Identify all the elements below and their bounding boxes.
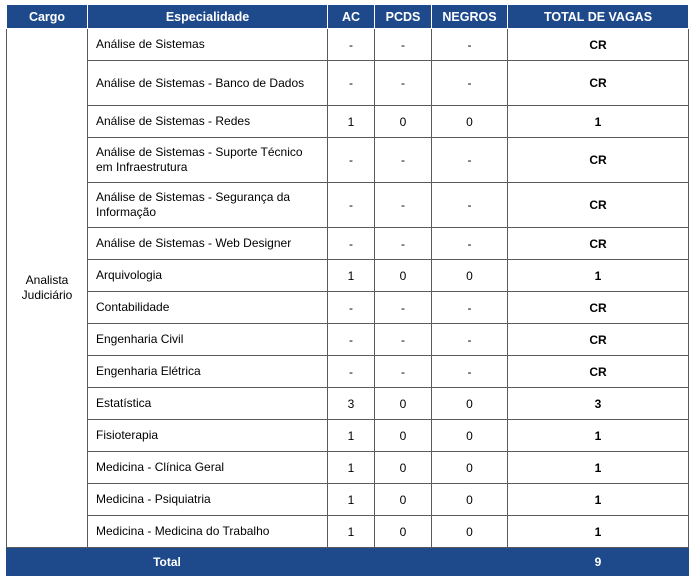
pcds-cell: -	[375, 29, 432, 61]
especialidade-cell: Contabilidade	[88, 292, 328, 324]
ac-cell: 3	[328, 388, 375, 420]
cargo-cell: Analista Judiciário	[7, 29, 88, 548]
negros-cell: -	[432, 356, 508, 388]
table-row	[7, 138, 689, 183]
ac-cell: 1	[328, 260, 375, 292]
header-total-vagas: TOTAL DE VAGAS	[508, 5, 689, 29]
ac-cell: -	[328, 61, 375, 106]
table-row	[7, 420, 689, 452]
negros-cell: -	[432, 324, 508, 356]
header-especialidade: Especialidade	[88, 5, 328, 29]
ac-cell: -	[328, 228, 375, 260]
especialidade-cell: Medicina - Clínica Geral	[88, 452, 328, 484]
especialidade-cell: Análise de Sistemas - Web Designer	[88, 228, 328, 260]
pcds-cell: 0	[375, 260, 432, 292]
negros-cell: 0	[432, 484, 508, 516]
pcds-cell: -	[375, 183, 432, 228]
ac-cell: 1	[328, 106, 375, 138]
ac-cell: 1	[328, 484, 375, 516]
negros-cell: 0	[432, 452, 508, 484]
total-cell: 1	[508, 484, 689, 516]
especialidade-cell: Fisioterapia	[88, 420, 328, 452]
negros-cell: -	[432, 138, 508, 183]
ac-cell: -	[328, 183, 375, 228]
total-cell: 1	[508, 106, 689, 138]
total-cell: 1	[508, 516, 689, 548]
especialidade-cell: Análise de Sistemas	[88, 29, 328, 61]
ac-cell: 1	[328, 516, 375, 548]
negros-cell: 0	[432, 106, 508, 138]
total-cell: CR	[508, 356, 689, 388]
pcds-cell: 0	[375, 516, 432, 548]
pcds-cell: -	[375, 292, 432, 324]
total-cell: 3	[508, 388, 689, 420]
footer-row	[7, 548, 689, 576]
especialidade-cell: Análise de Sistemas - Segurança da Informação	[88, 183, 328, 228]
negros-cell: -	[432, 29, 508, 61]
ac-cell: -	[328, 356, 375, 388]
header-pcds: PCDS	[375, 5, 432, 29]
header-cargo: Cargo	[7, 5, 88, 29]
especialidade-cell: Engenharia Elétrica	[88, 356, 328, 388]
table-row	[7, 388, 689, 420]
ac-cell: -	[328, 138, 375, 183]
total-cell: 1	[508, 420, 689, 452]
ac-cell: 1	[328, 420, 375, 452]
ac-cell: -	[328, 29, 375, 61]
ac-cell: -	[328, 324, 375, 356]
table-row	[7, 516, 689, 548]
pcds-cell: 0	[375, 484, 432, 516]
especialidade-cell: Análise de Sistemas - Redes	[88, 106, 328, 138]
total-cell: CR	[508, 183, 689, 228]
especialidade-cell: Engenharia Civil	[88, 324, 328, 356]
table-row	[7, 228, 689, 260]
ac-cell: -	[328, 292, 375, 324]
especialidade-cell: Medicina - Psiquiatria	[88, 484, 328, 516]
pcds-cell: 0	[375, 388, 432, 420]
table-row	[7, 292, 689, 324]
especialidade-cell: Análise de Sistemas - Suporte Técnico em Infraestrutura	[88, 138, 328, 183]
pcds-cell: -	[375, 324, 432, 356]
negros-cell: 0	[432, 388, 508, 420]
table-row	[7, 324, 689, 356]
table-row	[7, 183, 689, 228]
especialidade-cell: Medicina - Medicina do Trabalho	[88, 516, 328, 548]
total-cell: CR	[508, 228, 689, 260]
pcds-cell: 0	[375, 106, 432, 138]
pcds-cell: -	[375, 61, 432, 106]
header-row	[7, 5, 689, 29]
table-row	[7, 484, 689, 516]
negros-cell: -	[432, 228, 508, 260]
total-cell: CR	[508, 324, 689, 356]
especialidade-cell: Arquivologia	[88, 260, 328, 292]
total-cell: CR	[508, 29, 689, 61]
footer-total-value: 9	[508, 548, 689, 576]
footer-total-label: Total	[7, 548, 328, 576]
especialidade-cell: Estatística	[88, 388, 328, 420]
pcds-cell: 0	[375, 420, 432, 452]
table-footer	[7, 548, 689, 576]
pcds-cell: -	[375, 138, 432, 183]
negros-cell: -	[432, 61, 508, 106]
total-cell: 1	[508, 260, 689, 292]
vagas-table	[6, 4, 689, 576]
table-row	[7, 29, 689, 61]
total-cell: CR	[508, 292, 689, 324]
negros-cell: -	[432, 292, 508, 324]
pcds-cell: 0	[375, 452, 432, 484]
total-cell: CR	[508, 61, 689, 106]
table-row	[7, 106, 689, 138]
table-header	[7, 5, 689, 29]
pcds-cell: -	[375, 356, 432, 388]
negros-cell: 0	[432, 420, 508, 452]
table-row	[7, 452, 689, 484]
negros-cell: 0	[432, 260, 508, 292]
negros-cell: -	[432, 183, 508, 228]
negros-cell: 0	[432, 516, 508, 548]
ac-cell: 1	[328, 452, 375, 484]
header-ac: AC	[328, 5, 375, 29]
table-row	[7, 356, 689, 388]
total-cell: 1	[508, 452, 689, 484]
footer-spacer	[328, 548, 508, 576]
especialidade-cell: Análise de Sistemas - Banco de Dados	[88, 61, 328, 106]
table-row	[7, 61, 689, 106]
table-row	[7, 260, 689, 292]
header-negros: NEGROS	[432, 5, 508, 29]
pcds-cell: -	[375, 228, 432, 260]
total-cell: CR	[508, 138, 689, 183]
table-body	[7, 29, 689, 548]
